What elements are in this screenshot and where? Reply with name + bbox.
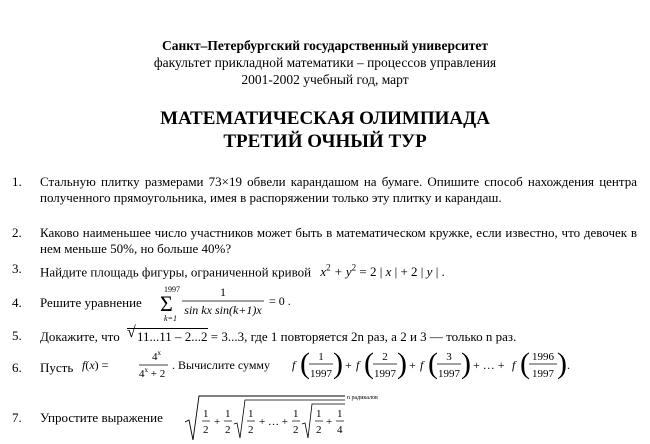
fraction-denominator: sin kx sin(k+1)x (184, 303, 262, 317)
paren-right: ) (333, 347, 343, 380)
problem-text: Каково наименьшее число участников может быть в математическом кружке, если известно, что девочек в нем меньше 50%, но больше 40%? (40, 225, 637, 256)
problem-number: 1. (12, 174, 22, 189)
term-numerator: 1996 (532, 351, 554, 363)
sum-upper-limit: 1997 (164, 285, 180, 294)
fraction-denominator: 2 (248, 424, 254, 436)
paren-left: ( (520, 347, 530, 380)
problem-text: Пусть (40, 360, 74, 375)
sqrt-expression (126, 324, 208, 345)
university-name: Санкт–Петербургский государственный университет (161, 38, 488, 53)
sigma-symbol: Σ (160, 291, 173, 316)
term-f: f (420, 358, 424, 372)
problem-statement-end: = 3...3, где 1 повторяется 2n раз, а 2 и 3 — только n раз. (210, 329, 517, 344)
plus-sign: + (345, 358, 352, 372)
problem-statement: Докажите, что (40, 329, 120, 344)
problem-text (40, 324, 637, 345)
function-def: f(x) = (82, 358, 109, 372)
term-f: f (292, 358, 296, 372)
problem-text: Упростите выражение (40, 410, 163, 425)
radicand: 11...11 – 2...2 (136, 329, 208, 344)
plus-sign: + (214, 416, 221, 428)
plus-sign: + (326, 416, 333, 428)
fraction-denominator: 2 (203, 424, 209, 436)
f-denominator: $4^x + 2$ (139, 366, 166, 380)
nested-radical (185, 392, 425, 444)
term-denominator: 1997 (374, 368, 396, 380)
sum-expression (80, 346, 640, 386)
paren-left: ( (428, 347, 438, 380)
term-f: f (356, 358, 360, 372)
term-denominator: 1997 (310, 368, 332, 380)
term-denominator: 1997 (532, 368, 554, 380)
academic-year: 2001-2002 учебный год, март (241, 72, 409, 87)
ellipsis: + … + (259, 416, 288, 428)
fraction-denominator: 2 (316, 424, 322, 436)
problem-text: Стальную плитку размерами 73×19 обвели карандашом на бумаге. Опишите способ нахождения центра полученного прямоугольника, имея в распоряжении только эту плитку и карандаш. (40, 174, 637, 205)
fraction-denominator: 2 (225, 424, 231, 436)
ellipsis-plus: + … + (473, 358, 505, 372)
problem-number: 5. (12, 328, 22, 343)
fraction-numerator: 1 (225, 408, 231, 420)
term-f: f (512, 358, 516, 372)
paren-right: ) (461, 347, 471, 380)
document-title (0, 107, 650, 153)
document-header (0, 37, 650, 88)
problem-number: 7. (12, 410, 22, 425)
paren-left: ( (364, 347, 374, 380)
paren-right: ) (397, 347, 407, 380)
title-line-2: ТРЕТИЙ ОЧНЫЙ ТУР (223, 131, 427, 152)
compute-sum-label: . Вычислите сумму (172, 358, 271, 372)
sqrt-symbol: √ (126, 324, 136, 341)
faculty-name: факультет прикладной математики – процессов управления (153, 55, 497, 70)
fraction-denominator: 2 (293, 424, 299, 436)
sum-lower-limit: k=1 (164, 314, 177, 323)
fraction-numerator: 1 (248, 408, 254, 420)
fraction-numerator: 1 (316, 408, 322, 420)
plus-sign: + (409, 358, 416, 372)
radical-count-note: n радикалов (347, 395, 378, 401)
paren-left: ( (300, 347, 310, 380)
term-numerator: 2 (382, 351, 388, 363)
title-line-1: МАТЕМАТИЧЕСКАЯ ОЛИМПИАДА (160, 108, 490, 129)
problem-number: 6. (12, 360, 22, 375)
term-denominator: 1997 (438, 368, 460, 380)
term-numerator: 1 (318, 351, 324, 363)
problem-text: Решите уравнение (40, 295, 142, 310)
problem-number: 4. (12, 295, 22, 310)
fraction-numerator: 1 (220, 285, 226, 299)
sum-formula (156, 283, 306, 323)
paren-right: ) (557, 347, 567, 380)
fraction-numerator: 1 (337, 408, 343, 420)
curve-formula: $x^2 + y^2 = 2$ | x | + 2 | y | . (320, 263, 445, 280)
term-numerator: 3 (446, 351, 452, 363)
period: . (567, 358, 570, 372)
problem-statement: Найдите площадь фигуры, ограниченной кривой (40, 264, 312, 280)
f-numerator: 4$^x$ (152, 349, 161, 363)
fraction-numerator: 1 (203, 408, 209, 420)
fraction-numerator: 1 (293, 408, 299, 420)
fraction-denominator: 4 (337, 424, 343, 436)
problem-number: 3. (12, 261, 22, 276)
problem-text (40, 261, 637, 280)
equation-rhs: = 0 . (269, 294, 291, 308)
problem-number: 2. (12, 225, 22, 240)
